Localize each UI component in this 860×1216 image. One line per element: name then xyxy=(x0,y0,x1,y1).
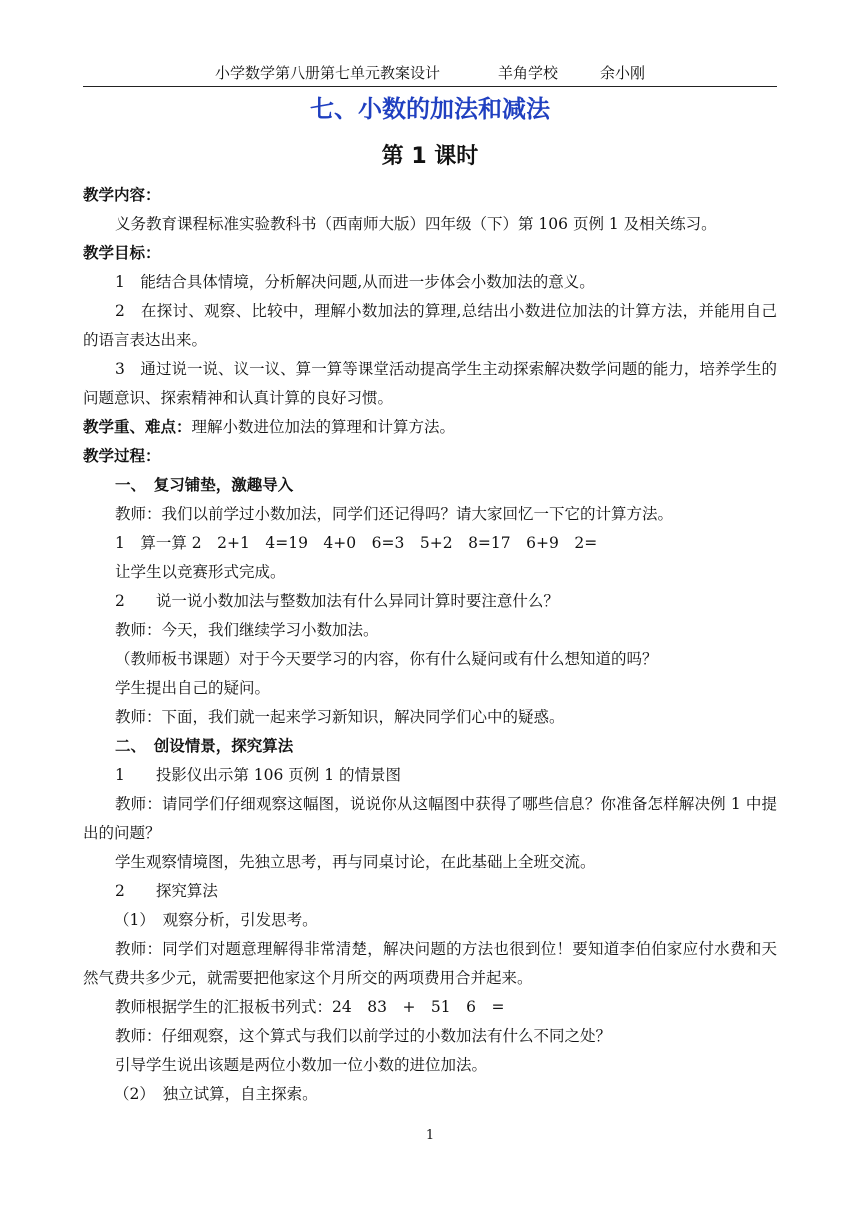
objective-1: 1 能结合具体情境，分析解决问题,从而进一步体会小数加法的意义。 xyxy=(115,273,595,291)
key-points-paragraph xyxy=(83,413,777,442)
section-2-line: （1） 观察分析，引发思考。 xyxy=(114,911,318,929)
section-2-line: 学生观察情境图，先独立思考，再与同桌讨论，在此基础上全班交流。 xyxy=(115,853,596,871)
section-1-line: 学生提出自己的疑问。 xyxy=(115,679,271,697)
lesson-unit-title: 七、小数的加法和减法 xyxy=(310,95,550,123)
section-2-line: 1 投影仪出示第 106 页例 1 的情景图 xyxy=(115,766,402,784)
lesson-body xyxy=(83,181,777,1109)
header-school: 羊角学校 xyxy=(497,64,558,82)
objective-2: 2 在探讨、观察、比较中，理解小数加法的算理,总结出小数进位加法的计算方法，并能用自己的语言表达出来。 xyxy=(83,302,777,349)
process-label: 教学过程： xyxy=(83,447,161,465)
section-1-line: 2 说一说小数加法与整数加法有什么异同计算时要注意什么？ xyxy=(115,592,559,610)
section-1-title: 一、 复习铺垫，激趣导入 xyxy=(115,476,294,494)
section-1-line: 教师：我们以前学过小数加法，同学们还记得吗？请大家回忆一下它的计算方法。 xyxy=(115,505,674,523)
lesson-period-title: 第 1 课时 xyxy=(381,144,479,169)
objective-3: 3 通过说一说、议一议、算一算等课堂活动提高学生主动探索解决数学问题的能力，培养学生的问题意识、探索精神和认真计算的良好习惯。 xyxy=(83,360,777,407)
section-2-line: 教师：仔细观察，这个算式与我们以前学过的小数加法有什么不同之处？ xyxy=(115,1027,612,1045)
section-2-line: 教师根据学生的汇报板书列式：24 83 + 51 6 = xyxy=(115,998,505,1016)
section-1-line: 教师：下面，我们就一起来学习新知识，解决同学们心中的疑惑。 xyxy=(115,708,565,726)
section-2-line: 教师：同学们对题意理解得非常清楚，解决问题的方法也很到位！要知道李伯伯家应付水费和天然气费共多少元，就需要把他家这个月所交的两项费用合并起来。 xyxy=(83,940,777,987)
section-2-title: 二、 创设情景，探究算法 xyxy=(115,737,294,755)
section-1-line: （教师板书课题）对于今天要学习的内容，你有什么疑问或有什么想知道的吗？ xyxy=(115,650,658,668)
section-1-line: 让学生以竞赛形式完成。 xyxy=(115,563,286,581)
key-points-text: 理解小数进位加法的算理和计算方法。 xyxy=(191,418,456,436)
teaching-content-text: 义务教育课程标准实验教科书（西南师大版）四年级（下）第 106 页例 1 及相关练习。 xyxy=(115,215,717,233)
section-1-line: 1 算一算 2 2+1 4=19 4+0 6=3 5+2 8=17 6+9 2= xyxy=(115,534,598,552)
header-author: 余小刚 xyxy=(600,64,646,82)
section-1-line: 教师：今天，我们继续学习小数加法。 xyxy=(115,621,379,639)
page-header xyxy=(83,62,777,87)
objectives-label: 教学目标： xyxy=(83,244,161,262)
key-points-label: 教学重、难点： xyxy=(83,418,192,436)
page-number: 1 xyxy=(425,1128,435,1143)
teaching-content-label: 教学内容： xyxy=(83,186,161,204)
section-2-line: 教师：请同学们仔细观察这幅图，说说你从这幅图中获得了哪些信息？你准备怎样解决例 1 中提出的问题？ xyxy=(83,795,777,842)
section-2-line: 引导学生说出该题是两位小数加一位小数的进位加法。 xyxy=(115,1056,488,1074)
section-2-line: 2 探究算法 xyxy=(115,882,218,900)
section-2-line: （2） 独立试算，自主探索。 xyxy=(114,1085,318,1103)
header-doc-title: 小学数学第八册第七单元教案设计 xyxy=(214,64,440,82)
